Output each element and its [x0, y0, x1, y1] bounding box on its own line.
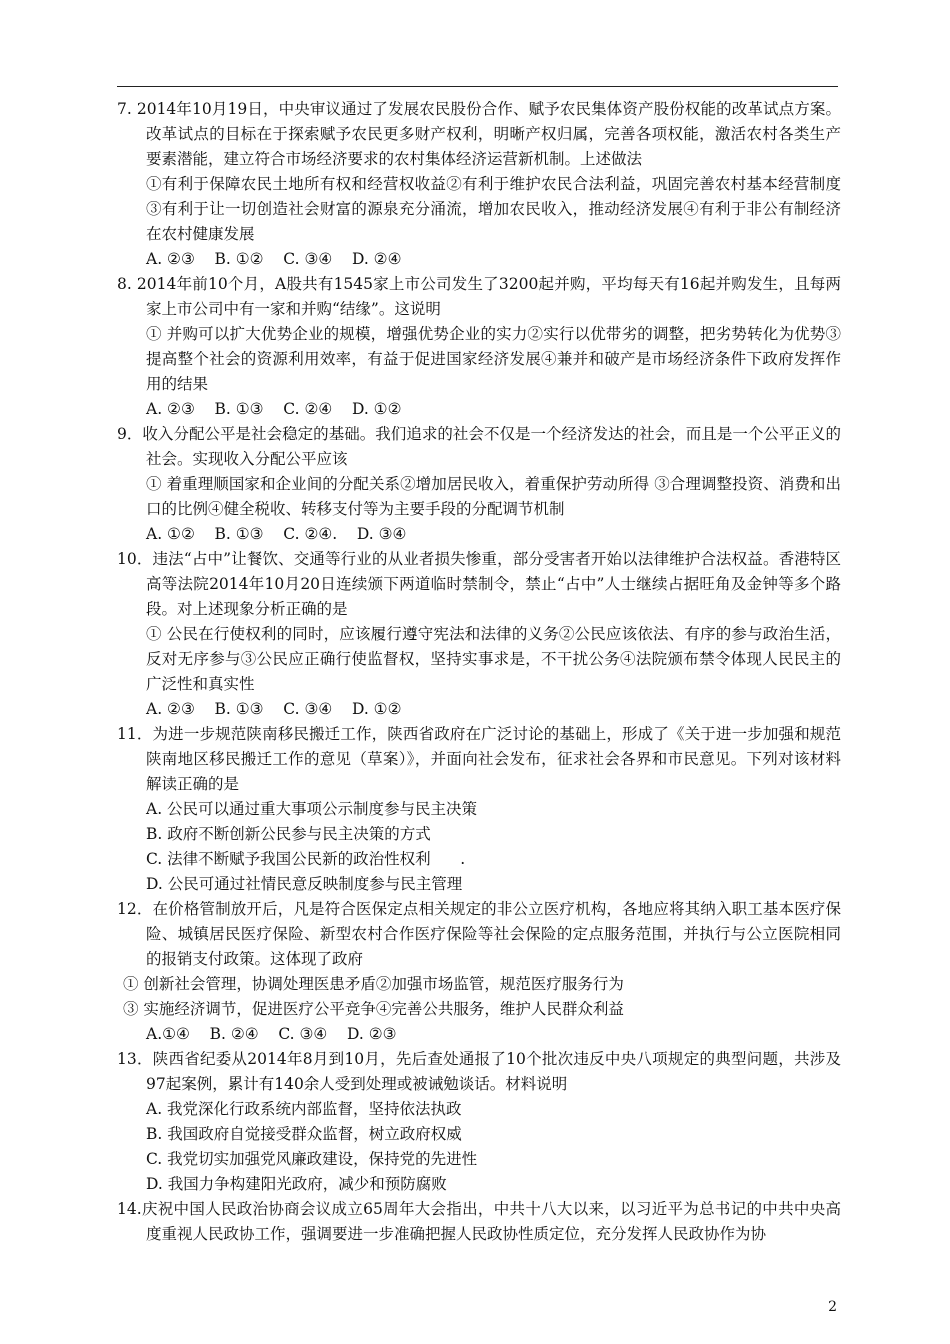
page-number: 2 [828, 1299, 837, 1315]
question-options: A. ②③ B. ①③ C. ③④ D. ①② [146, 700, 402, 718]
question-stem: 13．陕西省纪委从2014年8月到10月，先后查处通报了10个批次违反中央八项规定的典型问题，共涉及97起案例，累计有140余人受到处理或被诫勉谈话。材料说明 [117, 1050, 841, 1093]
question-options: A. ②③ B. ①③ C. ②④ D. ①② [146, 400, 402, 418]
question-stem: 9．收入分配公平是社会稳定的基础。我们追求的社会不仅是一个经济发达的社会，而且是一个公平正义的社会。实现收入分配公平应该 [117, 425, 841, 468]
question-statements: ① 公民在行使权利的同时，应该履行遵守宪法和法律的义务②公民应该依法、有序的参与政治生活，反对无序参与③公民应正确行使监督权，坚持实事求是，不干扰公务④法院颁布禁令体现人民民主的广泛性和真实性 [146, 625, 841, 693]
question-options: A. ①② B. ①③ C. ②④. D. ③④ [146, 525, 407, 543]
choice-a: A. 我党深化行政系统内部监督，坚持依法执政 [146, 1100, 462, 1118]
question-7 [117, 97, 841, 272]
document-body [117, 97, 841, 1247]
question-stem: 10．违法“占中”让餐饮、交通等行业的从业者损失惨重，部分受害者开始以法律维护合法权益。香港特区高等法院2014年10月20日连续颁下两道临时禁制令，禁止“占中”人士继续占据旺角及金钟等多个路段。对上述现象分析正确的是 [117, 550, 841, 618]
question-14 [117, 1197, 841, 1247]
question-stem: 12．在价格管制放开后，凡是符合医保定点相关规定的非公立医疗机构，各地应将其纳入职工基本医疗保险、城镇居民医疗保险、新型农村合作医疗保险等社会保险的定点服务范围，并执行与公立医院相同的报销支付政策。这体现了政府 [117, 900, 841, 968]
question-statements: ① 并购可以扩大优势企业的规模，增强优势企业的实力②实行以优带劣的调整，把劣势转化为优势③提高整个社会的资源利用效率，有益于促进国家经济发展④兼并和破产是市场经济条件下政府发挥作用的结果 [146, 325, 841, 393]
choice-d: D. 我国力争构建阳光政府，减少和预防腐败 [146, 1175, 447, 1193]
question-12 [117, 897, 841, 1047]
question-options: A.①④ B. ②④ C. ③④ D. ②③ [146, 1025, 397, 1043]
statement-line-1: ① 创新社会管理，协调处理医患矛盾②加强市场监管，规范医疗服务行为 [123, 975, 624, 993]
question-13 [117, 1047, 841, 1197]
question-stem: 11．为进一步规范陕南移民搬迁工作，陕西省政府在广泛讨论的基础上，形成了《关于进一步加强和规范陕南地区移民搬迁工作的意见（草案）》，并面向社会发布，征求社会各界和市民意见。下列对该材料解读正确的是 [117, 725, 841, 793]
question-10 [117, 547, 841, 722]
choice-c: C. 法律不断赋予我国公民新的政治性权利 . [146, 850, 466, 868]
header-rule [117, 86, 838, 87]
question-stem: 8. 2014年前10个月，A股共有1545家上市公司发生了3200起并购，平均每天有16起并购发生，且每两家上市公司中有一家和并购“结缘”。这说明 [117, 275, 841, 318]
question-statements: ①有利于保障农民土地所有权和经营权收益②有利于维护农民合法利益，巩固完善农村基本经营制度③有利于让一切创造社会财富的源泉充分涌流，增加农民收入，推动经济发展④有利于非公有制经济在农村健康发展 [146, 175, 841, 243]
question-9 [117, 422, 841, 547]
question-options: A. ②③ B. ①② C. ③④ D. ②④ [146, 250, 402, 268]
question-statements: ① 着重理顺国家和企业间的分配关系②增加居民收入，着重保护劳动所得 ③合理调整投资、消费和出口的比例④健全税收、转移支付等为主要手段的分配调节机制 [146, 475, 841, 518]
question-stem: 7. 2014年10月19日，中央审议通过了发展农民股份合作、赋予农民集体资产股份权能的改革试点方案。改革试点的目标在于探索赋予农民更多财产权利，明晰产权归属，完善各项权能，激活农村各类生产要素潜能，建立符合市场经济要求的农村集体经济运营新机制。上述做法 [117, 100, 841, 168]
choice-b: B. 政府不断创新公民参与民主决策的方式 [146, 825, 431, 843]
choice-a: A. 公民可以通过重大事项公示制度参与民主决策 [146, 800, 478, 818]
question-11 [117, 722, 841, 897]
statement-line-2: ③ 实施经济调节，促进医疗公平竞争④完善公共服务，维护人民群众利益 [123, 1000, 624, 1018]
choice-c: C. 我党切实加强党风廉政建设，保持党的先进性 [146, 1150, 478, 1168]
question-stem: 14.庆祝中国人民政治协商会议成立65周年大会指出，中共十八大以来，以习近平为总书记的中共中央高度重视人民政协工作，强调要进一步准确把握人民政协性质定位，充分发挥人民政协作为协 [117, 1200, 841, 1243]
choice-d: D. 公民可通过社情民意反映制度参与民主管理 [146, 875, 463, 893]
question-8 [117, 272, 841, 422]
choice-b: B. 我国政府自觉接受群众监督，树立政府权威 [146, 1125, 462, 1143]
